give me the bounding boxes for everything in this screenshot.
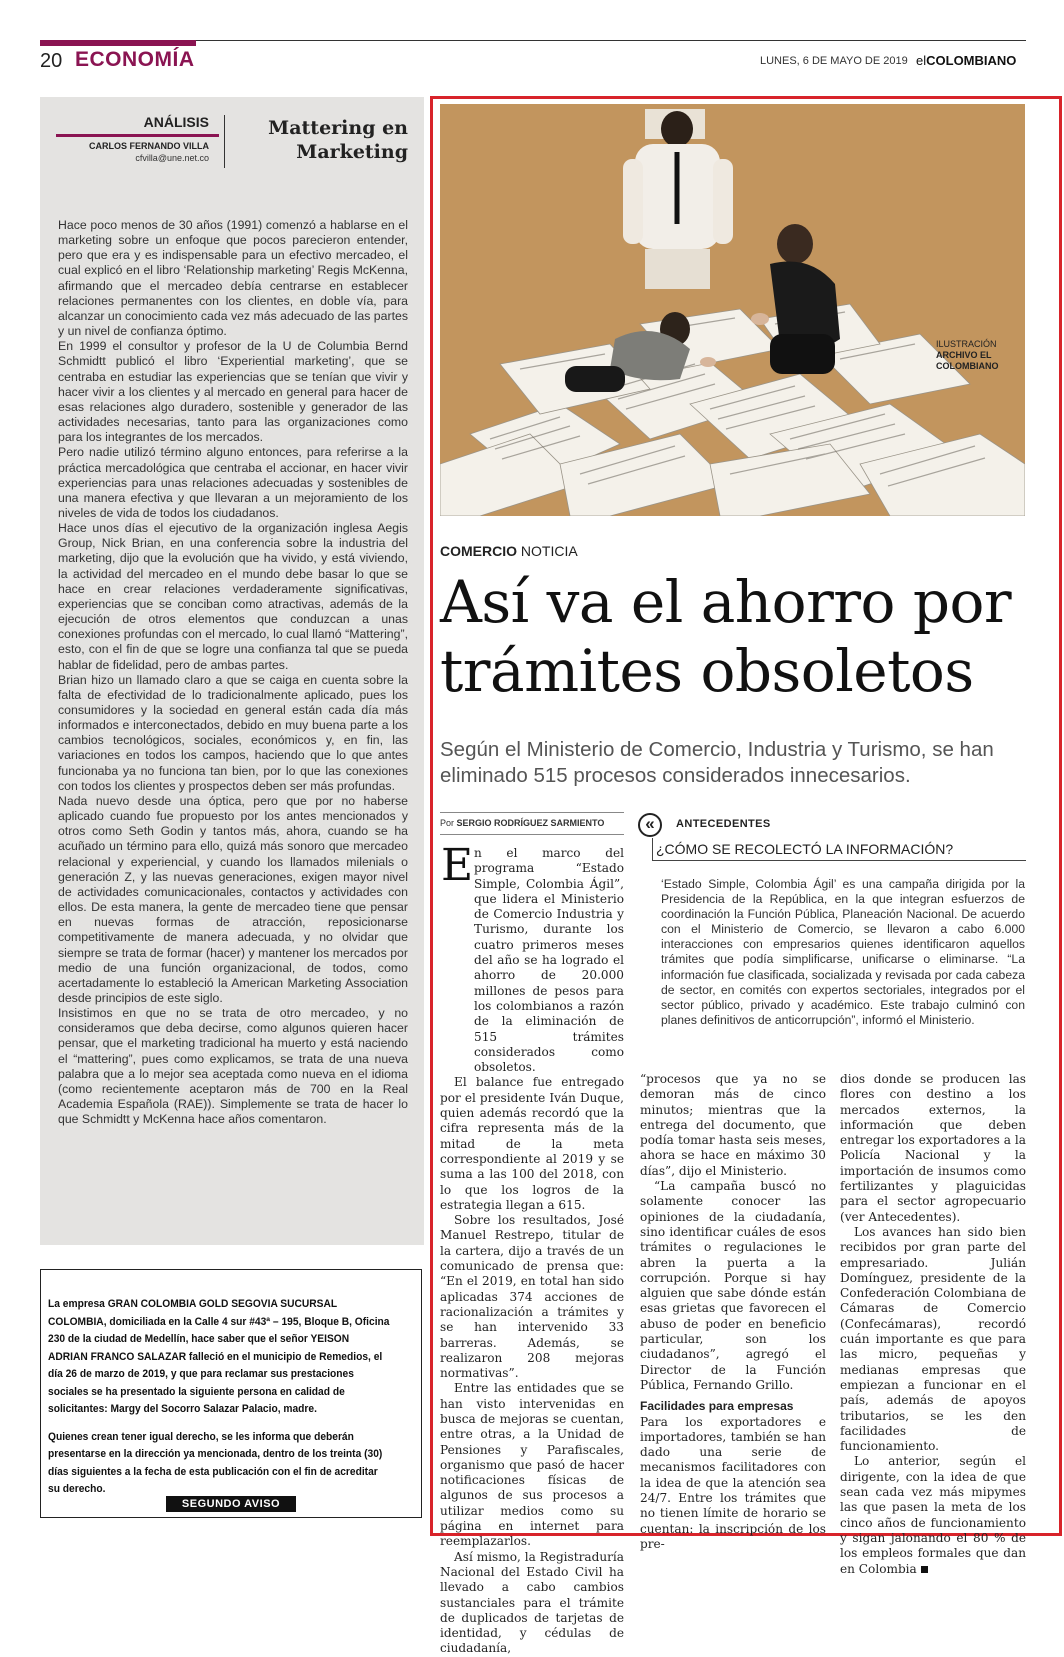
article-paragraph: n el marco del programa “Estado Simple, Colombia Ágil”, que lidera el Ministerio de Comercio Industria y Turismo, durante los cuatro primeros meses del año se ha logrado el ahorro de 20.000 millones de pesos para los colombianos a razón de la eliminación de 515 trámites considerados como obsoletos.	[474, 846, 624, 1075]
analysis-email: cfvilla@une.net.co	[135, 153, 209, 163]
article-column-1	[440, 840, 624, 1657]
antecedentes-question: ¿CÓMO SE RECOLECTÓ LA INFORMACIÓN?	[656, 841, 954, 857]
column-paragraph: Insistimos en que no se trata de otro mercadeo, y no consideramos que deba decirse, como algunos quieren hacer pensar, que el marketing tradicional ha muerto y está naciendo el “mattering”, pues como explicamos, se trata de una nueva palabra que a lo mejor sea aceptada como nueva en el idioma (como recientemente aceptaron más de 700 en la Real Academia Española (RAE)). Simplemente se trata de hacer lo que Schmidtt y McKenna hace años comentaron.	[58, 1006, 408, 1127]
article-column-2	[640, 1072, 826, 1552]
article-paragraph: Para los exportadores e importadores, también se han dado una serie de mecanismos facilitadores con la idea de que la atención sea 24/7. Entre los trámites que no tienen límite de horario se cuentan: la inscripción de los pre-	[640, 1414, 826, 1551]
article-paragraph: “La campaña buscó no solamente conocer las opiniones de la ciudadanía, sino identificar cuáles de esos trámites o regulaciones le abren la puerta a la corrupción. Porque si hay alguien que sabe dónde están esas grietas que favorecen el abuso de poder en beneficio particular, son los ciudadanos”, agregó el Director de la Función Pública, Fernando Grillo.	[640, 1179, 826, 1392]
notice-paragraph: La empresa GRAN COLOMBIA GOLD SEGOVIA SUCURSAL COLOMBIA, domiciliada en la Calle 4 sur #43ª – 195, Bloque B, Oficina 230 de la ciudad de Medellín, hace saber que el señor YEISON ADRIAN FRANCO SALAZAR falleció en el municipio de Remedios, el día 26 de marzo de 2019, y que para reclamar sus prestaciones sociales se ha presentado la siguiente persona en calidad de solicitantes: Margy del Socorro Salazar Palacio, madre.	[48, 1298, 390, 1415]
kicker-section: COMERCIO	[440, 543, 517, 559]
article-paragraph: El balance fue entregado por el presidente Iván Duque, quien además recordó que la cifra representa más de la mitad de la meta correspondiente al 2019 y se suma a las 100 del 2018, con lo que los logros de la estrategia llegan a 615.	[440, 1075, 624, 1212]
article-paragraph: Así mismo, la Registraduría Nacional del Estado Civil ha llevado a cabo cambios sustanciales para el trámite de duplicados de tarjetas de identidad, y cédulas de ciudadanía,	[440, 1549, 624, 1656]
article-paragraph: Lo anterior, según el dirigente, con la idea de que sean cada vez más mipymes las que pasen la meta de los cinco años de funcionamiento y sigan jalonando el 80 % de los empleos formales que dan en Colombia	[840, 1454, 1026, 1576]
page-number: 20	[40, 50, 63, 72]
brand-prefix: el	[916, 53, 927, 68]
article-headline: Así va el ahorro por trámites obsoletos	[440, 568, 1012, 705]
article-subhead: Según el Ministerio de Comercio, Industria y Turismo, se han eliminado 515 procesos considerados innecesarios.	[440, 738, 994, 787]
article-illustration	[440, 104, 1025, 516]
drop-cap: E	[441, 840, 474, 891]
column-paragraph: Brian hizo un llamado claro a que se caiga en cuenta sobre la falta de efectividad de lo tradicionalmente aplicado, pues los consumidores y la sociedad en general están cada día más informados e interconectados, debido en muy buena parte a los cambios tecnológicos, sociales, económicos y, en fin, las variaciones en todos los campos, haciendo que lo que antes funcionaba ya no funciona tan bien, por lo que las conexiones con todos los clientes y prospectos deben ser más profundas.	[58, 672, 408, 793]
byline-rule	[440, 834, 624, 835]
article-paragraph: Entre las entidades que se han visto intervenidas en busca de mejoras se cuentan, entre otras, a la Unidad de Pensiones y Parafiscales, organismo que pasó de hacer notificaciones físicas de algunos de sus procesos a utilizar medios como su página en internet para reemplazarlos.	[440, 1381, 624, 1549]
analysis-divider	[224, 115, 225, 168]
column-paragraph: En 1999 el consultor y profesor de la U de Columbia Bernd Schmidtt publicó el libro ‘Experiential marketing’, que se centraba en estudiar las experiencias que se tenían que vivir y hacer vivir a los clientes y al mercado en general para hacer de esas relaciones algo duradero, sostenible y generador de las actividades necesarias, tanto para las organizaciones como para los integrantes de los mercados.	[58, 339, 408, 445]
notice-badge: SEGUNDO AVISO	[166, 1496, 296, 1512]
antecedentes-divider	[652, 838, 653, 860]
notice-paragraph: Quienes crean tener igual derecho, se les informa que deberán presentarse en la dirección ya mencionada, dentro de los treinta (30) días siguientes a la fecha de esta publicación con el fin de acreditar su derecho.	[48, 1430, 383, 1495]
antecedentes-body: ‘Estado Simple, Colombia Ágil’ es una campaña dirigida por la Presidencia de la República, en la que integran esfuerzos de coordinación la Función Pública, Planeación Nacional. De acuerdo con el Ministerio de Comercio, se llevaron a cabo 6.000 interacciones con empresarios quienes identificaron aquellos trámites que podía simplificarse, unificarse o eliminarse. “La información fue clasificada, socializada y revisada por cada cabeza de sector, en comités con expertos sectoriales, integrados por el sector público, privado y académico. Este trabajo culminó con planes definitivos de anticorrupción”, informó el Ministerio.	[661, 877, 1025, 1027]
article-paragraph: Sobre los resultados, José Manuel Restrepo, titular de la cartera, dijo a través de un comunicado de prensa que: “En el 2019, en total han sido aplicadas 374 acciones de racionalización a trámites y se han intervenido 33 barreras. Además, se realizaron 208 mejoras normativas”.	[440, 1213, 624, 1381]
article-paragraph: Los avances han sido bien recibidos por gran parte del empresariado. Julián Domínguez, presidente de la Confederación Colombiana de Cámaras de Comercio (Confecámaras), recordó cuán importante es que para las micro, pequeñas y medianas empresas que empiezan a funcionar en el país, además de apoyos tributarios, se les den facilidades de funcionamiento.	[840, 1224, 1026, 1454]
article-kicker	[440, 543, 578, 559]
byline-author: SERGIO RODRÍGUEZ SARMIENTO	[456, 818, 605, 828]
illustration-credit-label: ILUSTRACIÓN	[936, 339, 997, 349]
double-chevron-left-icon: «	[638, 813, 662, 837]
column-paragraph: Hace poco menos de 30 años (1991) comenzó a hablarse en el marketing sobre un enfoque que pocos parecieron entender, pero que era y es indispensable para un efectivo mercadeo, el cual explicó en el libro ‘Relationship marketing’ Regis McKenna, afirmando que el mercadeo debía centrarse en establecer relaciones permanentes con los clientes, en doble vía, para alcanzar un conocimiento cada vez más adecuado de las partes y un nivel de confianza óptimo.	[58, 218, 408, 339]
byline-prefix: Por	[440, 818, 455, 828]
newspaper-logo	[916, 53, 1016, 68]
legal-notice-text	[48, 1296, 390, 1509]
column-title: Mattering en Marketing	[268, 117, 408, 163]
article-paragraph: “procesos que ya no se demoran más de cinco minutos; mientras que la entrega del documento, que podía tomar hasta seis meses, ahora se hace en máximo 30 días”, dijo el Ministerio.	[640, 1072, 826, 1178]
analysis-author: CARLOS FERNANDO VILLA	[89, 141, 209, 151]
antecedentes-rule	[652, 860, 1026, 861]
article-paragraph: dios donde se producen las flores con destino a los mercados externos, la información que deben entregar los exportadores a la Policía Nacional y la importación de insumos como fertilizantes y plaguicidas para el sector agropecuario (ver Antecedentes).	[840, 1072, 1026, 1224]
antecedentes-label: ANTECEDENTES	[676, 818, 771, 830]
brand-name: COLOMBIANO	[926, 53, 1017, 68]
column-paragraph: Pero nadie utilizó término alguno entonces, para referirse a la práctica mercadológica que centraba el accionar, en hacer vivir experiencias para unas relaciones adecuadas y sostenibles de una manera efectiva y que llevaran a un mejoramiento de los niveles de vida de todos los ciudadanos.	[58, 445, 408, 520]
section-name: ECONOMÍA	[75, 48, 195, 71]
article-byline	[440, 818, 604, 828]
illustration-image	[440, 104, 1025, 516]
article-subheading: Facilidades para empresas	[640, 1399, 794, 1414]
analysis-label: ANÁLISIS	[143, 114, 209, 130]
analysis-rule	[56, 134, 219, 137]
column-body	[58, 218, 408, 1127]
byline-rule	[440, 812, 624, 813]
section-color-bar	[40, 40, 196, 46]
kicker-type: NOTICIA	[520, 543, 578, 559]
article-column-3	[840, 1072, 1026, 1577]
edition-date: LUNES, 6 DE MAYO DE 2019	[760, 55, 908, 67]
column-paragraph: Nada nuevo desde una óptica, pero que por no haberse aplicado cuando fue propuesto por los antes mencionados y otros como Seth Godin y tantos más, ahora, cuando se ha acuñado un término para ello, quizá más sonoro que mercadeo relacional y experiencial, y cuando los llamados milenials o generación Z, y las nuevas generaciones, exigen mayor nivel de actividades comunicacionales, contactos y actividades con ellos. De esta manera, la gente de mercadeo tiene que pensar en nuevas formas de atracción, reposicionarse competitivamente de manera adecuada, y no olvidar que siempre se trata de formar (hacer) y mantener los mercados por medio de una función organizacional, de todos, como acertadamente lo estableció la American Marketing Association desde principios de este siglo.	[58, 793, 408, 1005]
column-paragraph: Hace unos días el ejecutivo de la organización inglesa Aegis Group, Nick Brian, en una conferencia sobre la industria del marketing, dijo que la evolución que ha vivido, y está viviendo, la actividad del mercadeo en el mundo debe basar lo que se hace en crear relaciones verdaderamente significativas, experiencias que se conciban como atractivas, además de la ejecución de otros elementos que conduzcan a unas conexiones profundas con el mercado, lo cual llamó “Mattering”, esto, con el fin de que se logre una confianza tal que se pueda hablar de fidelidad, pero de ambas partes.	[58, 521, 408, 672]
end-mark-icon	[921, 1566, 928, 1573]
illustration-credit-name: ARCHIVO EL COLOMBIANO	[936, 350, 999, 371]
